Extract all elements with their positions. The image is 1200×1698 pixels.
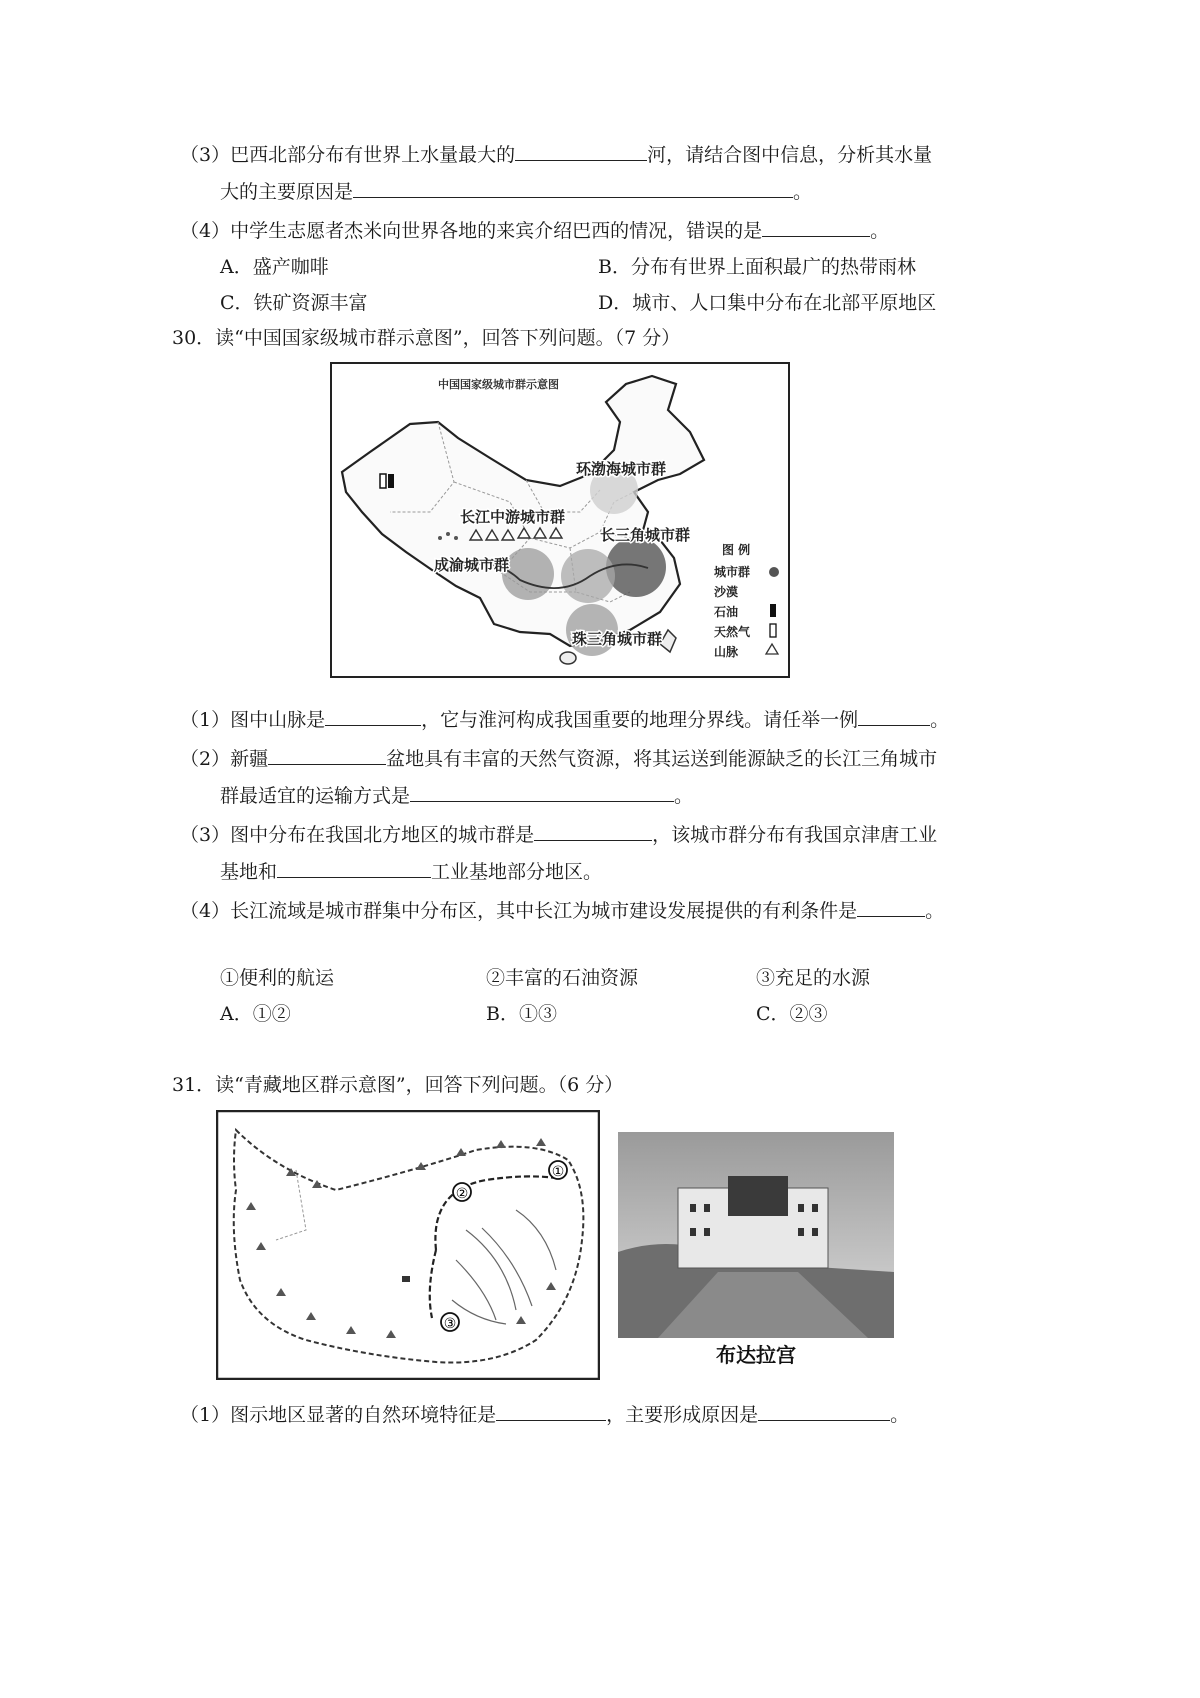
cluster-circle-middle-yangtze [561, 549, 615, 603]
q30-item-2: ②丰富的石油资源 [486, 967, 639, 989]
cluster-circle-chengyu [502, 548, 554, 600]
q30-sub1-end: 。 [930, 709, 950, 731]
label-bohai: 环渤海城市群 [576, 460, 667, 478]
potala-palace-photo [618, 1132, 894, 1380]
label-yangtze-delta: 长三角城市群 [600, 526, 691, 544]
q30-sub2-line1 [180, 744, 937, 772]
q29-sub3-line2 [220, 177, 812, 205]
china-city-cluster-map [330, 362, 790, 678]
answer-blank-wrong-option[interactable] [762, 216, 870, 237]
q30-sub3-text-d: 工业基地部分地区。 [431, 861, 603, 883]
legend-city-cluster: 城市群 [714, 565, 751, 579]
legend-title: 图 例 [722, 543, 751, 557]
q29-sub3-line1 [180, 140, 932, 168]
q30-sub2-end: 。 [674, 785, 694, 807]
q30-sub2-text-a: （2）新疆 [180, 748, 269, 770]
q31-sub1-line [180, 1400, 909, 1428]
q30-sub3-line2 [220, 857, 602, 885]
answer-blank-river[interactable] [515, 140, 647, 161]
q30-item-3: ③充足的水源 [756, 967, 871, 989]
q29-sub3-end: 。 [793, 181, 813, 203]
q30-sub1-line [180, 705, 949, 733]
q30-sub1-text-a: （1）图中山脉是 [180, 709, 326, 731]
marker-3: ③ [443, 1316, 457, 1332]
legend-gas: 天然气 [714, 625, 751, 639]
q30-sub3-text-a: （3）图中分布在我国北方地区的城市群是 [180, 824, 535, 846]
q30-sub3-text-b: ，该城市群分布有我国京津唐工业 [652, 824, 938, 846]
q31-heading: 31．读“青藏地区群示意图”，回答下列问题。（6 分） [172, 1074, 624, 1096]
answer-blank-reason[interactable] [353, 177, 793, 198]
q31-sub1-end: 。 [890, 1404, 910, 1426]
legend-mountain: 山脉 [714, 645, 739, 659]
legend-desert: 沙漠 [714, 585, 739, 599]
q29-option-a[interactable]: A．盛产咖啡 [220, 256, 329, 278]
q29-option-b[interactable]: B．分布有世界上面积最广的热带雨林 [598, 256, 916, 278]
q30-sub2-line2 [220, 781, 693, 809]
q29-sub3-text-b: 河，请结合图中信息，分析其水量 [647, 144, 933, 166]
answer-blank-industrial-base[interactable] [277, 857, 431, 878]
answer-blank-example[interactable] [858, 705, 930, 726]
label-pearl-delta: 珠三角城市群 [572, 630, 663, 648]
answer-blank-environment[interactable] [496, 1400, 606, 1421]
q30-item-1: ①便利的航运 [220, 967, 335, 989]
tibet-map-frame [217, 1111, 599, 1379]
legend-city-cluster-symbol [769, 567, 779, 577]
answer-blank-conditions[interactable] [857, 896, 925, 917]
answer-blank-cause[interactable] [758, 1400, 890, 1421]
q30-sub4-text-a: （4）长江流域是城市群集中分布区，其中长江为城市建设发展提供的有利条件是 [180, 900, 858, 922]
q30-option-c[interactable]: C．②③ [756, 1003, 828, 1025]
oil-symbol [388, 474, 394, 488]
q30-sub3-line1 [180, 820, 937, 848]
photo-caption: 布达拉宫 [716, 1343, 796, 1367]
answer-blank-basin[interactable] [268, 744, 386, 765]
q29-sub4-text: （4）中学生志愿者杰米向世界各地的来宾介绍巴西的情况，错误的是 [180, 220, 763, 242]
label-middle-yangtze: 长江中游城市群 [460, 508, 566, 526]
q29-sub4-line [180, 216, 889, 244]
q29-option-c[interactable]: C．铁矿资源丰富 [220, 292, 368, 314]
q29-sub3-text-c: 大的主要原因是 [220, 181, 354, 203]
marker-2: ② [455, 1186, 469, 1202]
q30-sub2-text-c: 群最适宜的运输方式是 [220, 785, 411, 807]
qinghai-tibet-map [216, 1110, 600, 1380]
hainan-outline [560, 652, 576, 664]
label-chengyu: 成渝城市群 [434, 556, 510, 574]
q29-sub3-text-a: （3）巴西北部分布有世界上水量最大的 [180, 144, 516, 166]
q30-sub2-text-b: 盆地具有丰富的天然气资源，将其运送到能源缺乏的长江三角城市 [386, 748, 938, 770]
q30-sub3-text-c: 基地和 [220, 861, 278, 883]
palace-red-palace [728, 1176, 788, 1216]
answer-blank-transport[interactable] [410, 781, 674, 802]
q29-sub4-end: 。 [870, 220, 890, 242]
natural-gas-symbol [380, 474, 386, 488]
map-title: 中国国家级城市群示意图 [438, 378, 559, 391]
marker-1: ① [551, 1164, 565, 1180]
cluster-circle-yangtze-delta [606, 537, 666, 597]
q30-heading: 30．读“中国国家级城市群示意图”，回答下列问题。（7 分） [172, 327, 681, 349]
q31-sub1-text-a: （1）图示地区显著的自然环境特征是 [180, 1404, 497, 1426]
q30-sub4-line [180, 896, 944, 924]
legend-gas-symbol [770, 624, 776, 637]
q31-sub1-text-b: ，主要形成原因是 [606, 1404, 759, 1426]
q29-option-d[interactable]: D．城市、人口集中分布在北部平原地区 [598, 292, 937, 314]
answer-blank-north-cluster[interactable] [534, 820, 652, 841]
q30-sub4-end: 。 [925, 900, 945, 922]
lake-symbol [402, 1276, 410, 1282]
answer-blank-mountain[interactable] [325, 705, 421, 726]
q30-sub1-text-b: ，它与淮河构成我国重要的地理分界线。请任举一例 [421, 709, 859, 731]
q30-option-a[interactable]: A．①② [220, 1003, 291, 1025]
legend-oil: 石油 [714, 605, 739, 619]
legend-oil-symbol [770, 604, 776, 617]
q30-option-b[interactable]: B．①③ [486, 1003, 557, 1025]
